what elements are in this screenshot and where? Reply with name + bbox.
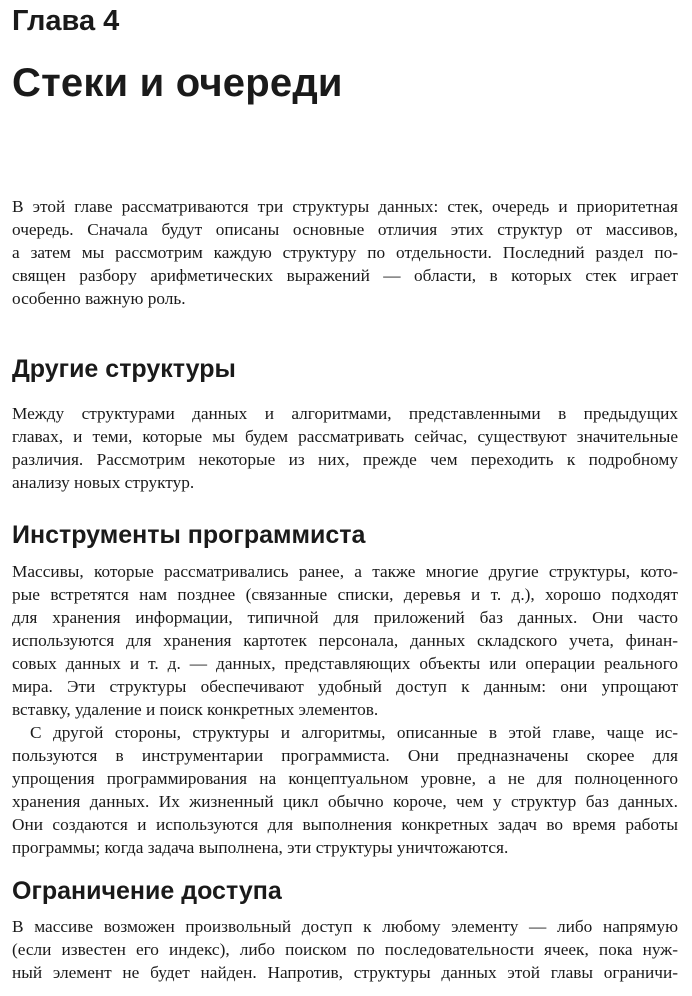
text-line: совых данных и т. д. — данных, представляющих объекты или операции реального xyxy=(12,654,678,673)
chapter-title: Стеки и очереди xyxy=(12,61,343,105)
text-line: ный элемент не будет найден. Напротив, структуры данных этой главы ограничи- xyxy=(12,963,678,982)
text-line: Они создаются и используются для выполнения конкретных задач во время работы xyxy=(12,815,678,834)
text-line: различия. Рассмотрим некоторые из них, прежде чем переходить к подробному xyxy=(12,450,678,469)
text-line: священ разбору арифметических выражений — области, в которых стек играет xyxy=(12,266,678,285)
section-heading: Другие структуры xyxy=(12,355,236,383)
text-line: программы; когда задача выполнена, эти структуры уничтожаются. xyxy=(12,838,509,857)
section-heading: Инструменты программиста xyxy=(12,521,366,549)
text-line: (если известен его индекс), либо поиском по последовательности ячеек, пока нуж- xyxy=(12,940,678,959)
text-line: вставку, удаление и поиск конкретных элементов. xyxy=(12,700,379,719)
text-line: В массиве возможен произвольный доступ к любому элементу — либо напрямую xyxy=(12,917,678,936)
text-line: хранения данных. Их жизненный цикл обычно короче, чем у структур баз данных. xyxy=(12,792,678,811)
text-line: используются для хранения картотек персонала, данных складского учета, финан- xyxy=(12,631,678,650)
text-line: мира. Эти структуры обеспечивают удобный доступ к данным: они упрощают xyxy=(12,677,678,696)
text-line: упрощения программирования на концептуальном уровне, а не для полноценного xyxy=(12,769,678,788)
text-line: Массивы, которые рассматривались ранее, а также многие другие структуры, кото- xyxy=(12,562,678,581)
text-line: главах, и теми, которые мы будем рассматривать сейчас, существуют значительные xyxy=(12,427,678,446)
text-line: очередь. Сначала будут описаны основные отличия этих структур от массивов, xyxy=(12,220,678,239)
text-line: С другой стороны, структуры и алгоритмы, описанные в этой главе, чаще ис- xyxy=(30,723,678,742)
section-heading: Ограничение доступа xyxy=(12,877,282,905)
text-line: Между структурами данных и алгоритмами, представленными в предыдущих xyxy=(12,404,678,423)
text-line: а затем мы рассмотрим каждую структуру по отдельности. Последний раздел по- xyxy=(12,243,678,262)
chapter-label: Глава 4 xyxy=(12,5,120,37)
text-line: особенно важную роль. xyxy=(12,289,186,308)
text-line: для хранения информации, типичной для приложений баз данных. Они часто xyxy=(12,608,678,627)
text-line: пользуются в инструментарии программиста. Они предназначены скорее для xyxy=(12,746,678,765)
text-line: рые встретятся нам позднее (связанные списки, деревья и т. д.), хорошо подходят xyxy=(12,585,678,604)
text-line: анализу новых структур. xyxy=(12,473,195,492)
text-line: В этой главе рассматриваются три структуры данных: стек, очередь и приоритетная xyxy=(12,197,678,216)
